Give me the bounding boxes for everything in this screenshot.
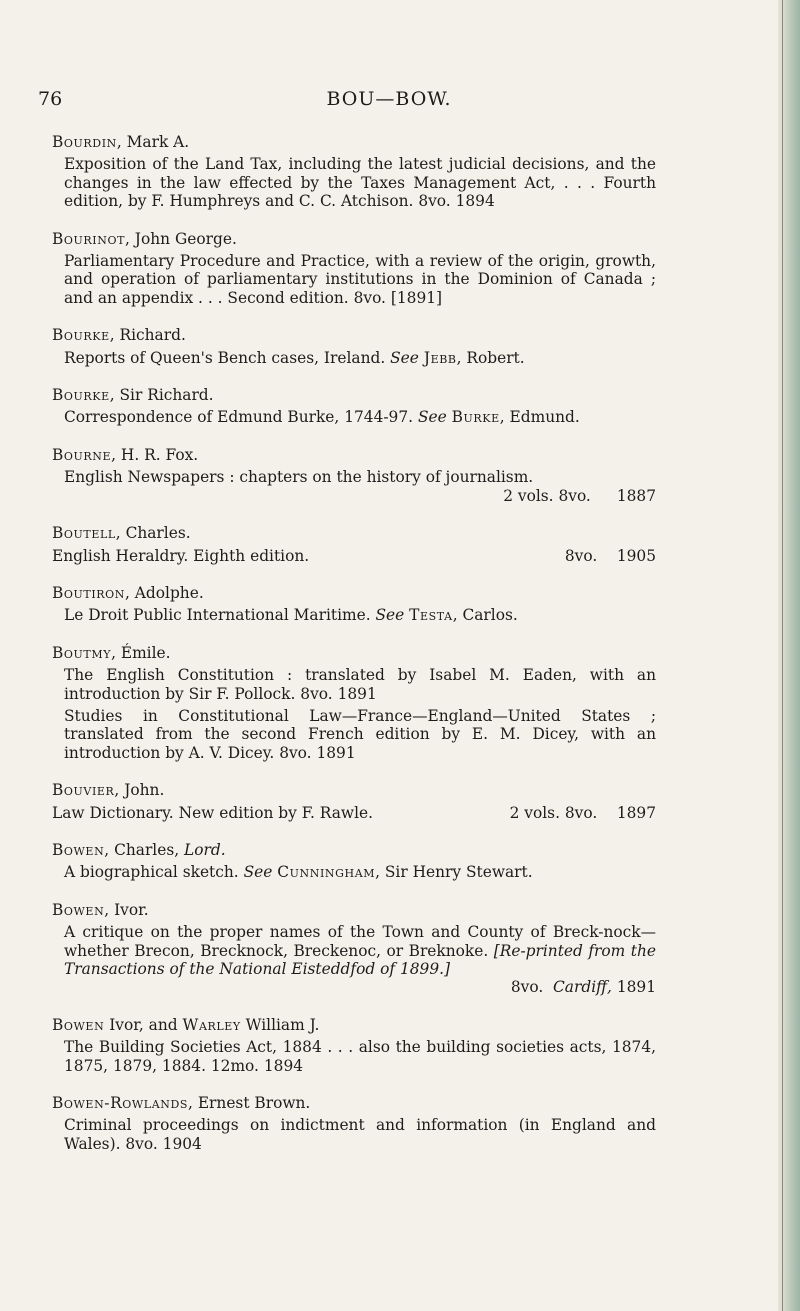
work-title: Criminal proceedings on indictment and information (in England and Wales). 8vo. 1904 <box>64 1116 656 1153</box>
entry-bowen-rowlands <box>52 1094 656 1153</box>
entry-bourke-sir-richard <box>52 386 656 427</box>
entry-heading: Bowen-Rowlands, Ernest Brown. <box>52 1094 311 1113</box>
entry-bowen-ivor <box>52 901 656 997</box>
entry-bouvier <box>52 781 656 822</box>
entry-heading: Bowen, Ivor. <box>52 900 149 919</box>
entry-heading: Boutmy, Émile. <box>52 643 171 662</box>
work-title: English Heraldry. Eighth edition. 8vo. 1905 <box>52 546 656 565</box>
work-title: Le Droit Public International Maritime. See Testa, Carlos. <box>64 606 518 625</box>
page-number: 76 <box>38 88 63 110</box>
entry-bourne <box>52 446 656 505</box>
work-title: A critique on the proper names of the Town and County of Breck-nock—whether Brecon, Brecknock, Breckenoc, or Breknoke. [Re-printed from the Transactions of the National Eisteddfod of 1899.] <box>64 923 656 978</box>
work-title: The English Constitution : translated by Isabel M. Eaden, with an introduction by Sir F. Pollock. 8vo. 1891 <box>64 666 656 703</box>
work-title: Parliamentary Procedure and Practice, with a review of the origin, growth, and operation of parliamentary institutions in the Dominion of Canada ; and an appendix . . . Second edition. 8vo. [1891] <box>64 252 656 307</box>
work-title: Correspondence of Edmund Burke, 1744-97. See Burke, Edmund. <box>64 408 580 427</box>
entry-boutiron <box>52 584 656 625</box>
entry-bourinot <box>52 230 656 308</box>
work-title: Studies in Constitutional Law—France—England—United States ; translated from the second French edition by E. M. Dicey, with an introduction by A. V. Dicey. 8vo. 1891 <box>64 706 656 762</box>
work-title: Reports of Queen's Bench cases, Ireland. See Jebb, Robert. <box>64 348 525 367</box>
imprint: 2 vols. 8vo. 1887 <box>503 486 656 505</box>
entry-bourke-richard <box>52 326 656 367</box>
work-title: Exposition of the Land Tax, including the latest judicial decisions, and the changes in the law effected by the Taxes Management Act, . . . Fourth edition, by F. Humphreys and C. C. Atchison. 8vo. 1894 <box>64 155 656 211</box>
entry-heading: Boutell, Charles. <box>52 524 191 543</box>
work-title: English Newspapers : chapters on the history of journalism. <box>64 468 534 487</box>
entry-heading: Bouvier, John. <box>52 781 165 800</box>
running-head: BOU—BOW. <box>326 88 452 110</box>
work-title: A biographical sketch. See Cunningham, Sir Henry Stewart. <box>64 863 533 882</box>
entry-heading: Bourke, Richard. <box>52 326 186 345</box>
entry-heading: Boutiron, Adolphe. <box>52 583 204 602</box>
work-title: The Building Societies Act, 1884 . . . also the building societies acts, 1874, 1875, 1879, 1884. 12mo. 1894 <box>64 1038 656 1075</box>
page-edge <box>778 0 800 1311</box>
entry-heading: Bourinot, John George. <box>52 229 237 248</box>
entry-heading: Bourdin, Mark A. <box>52 133 190 151</box>
entry-bowen-charles <box>52 841 656 882</box>
imprint: 8vo. Cardiff, 1891 <box>510 978 656 997</box>
entry-boutmy <box>52 644 656 762</box>
entry-boutell <box>52 524 656 565</box>
entry-heading: Bowen Ivor, and Warley William J. <box>52 1015 320 1034</box>
entry-heading: Bourke, Sir Richard. <box>52 386 214 405</box>
catalogue-entries <box>52 133 656 1172</box>
entry-bowen-warley <box>52 1016 656 1075</box>
entry-bourdin <box>52 133 656 211</box>
entry-heading: Bourne, H. R. Fox. <box>52 445 199 464</box>
entry-heading: Bowen, Charles, Lord. <box>52 840 226 859</box>
work-title: Law Dictionary. New edition by F. Rawle. 2 vols. 8vo. 1897 <box>52 803 656 822</box>
